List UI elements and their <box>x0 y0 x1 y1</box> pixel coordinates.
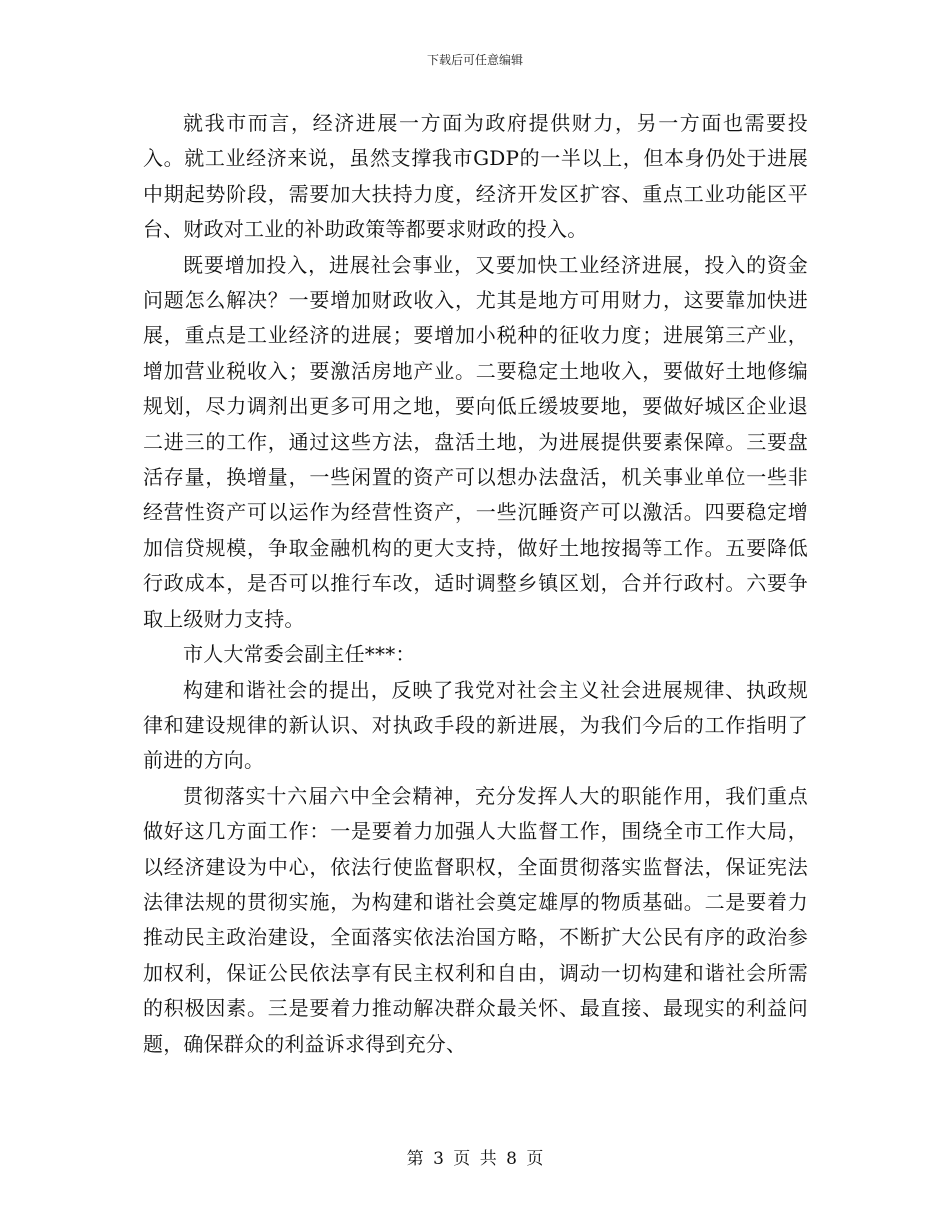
paragraph-1: 就我市而言，经济进展一方面为政府提供财力，另一方面也需要投入。就工业经济来说，虽然支撑我市GDP的一半以上，但本身仍处于进展中期起势阶段，需要加大扶持力度，经济开发区扩容、重点工业功能区平台、财政对工业的补助政策等都要求财政的投入。 <box>143 111 808 242</box>
paragraph-2: 既要增加投入，进展社会事业，又要加快工业经济进展，投入的资金问题怎么解决？一要增加财政收入，尤其是地方可用财力，这要靠加快进展，重点是工业经济的进展；要增加小税种的征收力度；进展第三产业，增加营业税收入；要激活房地产业。二要稳定土地收入，要做好土地修编规划，尽力调剂出更多可用之地，要向低丘缓坡要地，要做好城区企业退二进三的工作，通过这些方法，盘活土地，为进展提供要素保障。三要盘活存量，换增量，一些闲置的资产可以想办法盘活，机关事业单位一些非经营性资产可以运作为经营性资产，一些沉睡资产可以激活。四要稳定增加信贷规模，争取金融机构的更大支持，做好土地按揭等工作。五要降低行政成本，是否可以推行车改，适时调整乡镇区划，合并行政村。六要争取上级财力支持。 <box>143 252 808 631</box>
paragraph-4: 贯彻落实十六届六中全会精神，充分发挥人大的职能作用，我们重点做好这几方面工作：一是要着力加强人大监督工作，围绕全市工作大局，以经济建设为中心，依法行使监督职权，全面贯彻落实监督法，保证宪法法律法规的贯彻实施，为构建和谐社会奠定雄厚的物质基础。二是要着力推动民主政治建设，全面落实依法治国方略，不断扩大公民有序的政治参加权利，保证公民依法享有民主权利和自由，调动一切构建和谐社会所需的积极因素。三是要着力推动解决群众最关怀、最直接、最现实的利益问题，确保群众的利益诉求得到充分、 <box>143 783 808 1056</box>
page-number: 第 3 页 共 8 页 <box>406 1149 544 1169</box>
page-header-note: 下载后可任意编辑 <box>426 53 523 67</box>
paragraph-3: 构建和谐社会的提出，反映了我党对社会主义社会进展规律、执政规律和建设规律的新认识、对执政手段的新进展，为我们今后的工作指明了前进的方向。 <box>143 677 808 773</box>
document-body <box>143 106 808 1062</box>
speaker-heading: 市人大常委会副主任***： <box>183 642 416 667</box>
